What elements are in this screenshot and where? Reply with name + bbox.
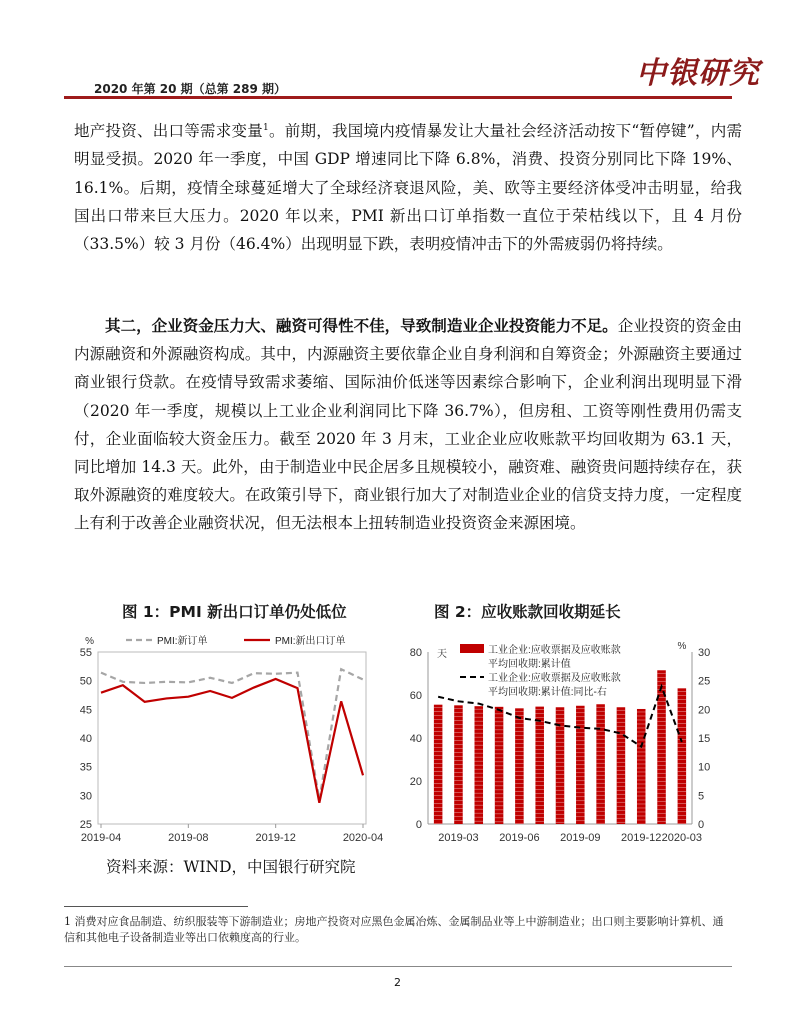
legend-swatch-bar [460, 644, 484, 653]
x-tick-label: 2019-12 [255, 832, 296, 844]
y-axis-unit: % [85, 636, 94, 647]
y-tick-label-right: 20 [698, 704, 711, 717]
y-tick-label-left: 60 [409, 690, 422, 702]
y-axis-unit-right: % [677, 641, 687, 652]
bar [535, 707, 544, 824]
x-tick-label: 2019-08 [168, 832, 209, 844]
x-tick-label: 2020-04 [342, 832, 384, 844]
chart-1-svg [64, 628, 384, 852]
header-divider [64, 96, 732, 99]
paragraph-1 [74, 114, 742, 258]
chart-2-svg [396, 628, 732, 852]
y-tick-label-left: 40 [409, 733, 422, 745]
p1-text: 地产投资、出口等需求变量 [74, 122, 264, 141]
x-tick-label: 2020-03 [661, 832, 703, 844]
legend-label: 工业企业:应收票据及应收账款 [488, 645, 621, 656]
legend-label: 平均回收期:累计值 [488, 659, 571, 670]
bar [515, 708, 524, 824]
y-tick-label: 30 [79, 790, 92, 803]
y-tick-label: 35 [79, 761, 92, 774]
y-tick-label: 45 [79, 704, 92, 717]
y-tick-label-left: 20 [409, 776, 422, 788]
y-tick-label: 25 [79, 819, 92, 831]
bar [678, 688, 687, 824]
y-axis-unit-left: 天 [437, 649, 447, 660]
p1-rest: 。前期，我国境内疫情暴发让大量社会经济活动按下“暂停键”，内需明显受损。2020 年一季度，中国 GDP 增速同比下降 6.8%，消费、投资分别同比下降 19%、16.1%。后期，疫情全球蔓延增大了全球经济衰退风险，美、欧等主要经济体受冲击明显，给我国出口带来巨大压力。2020 年以来，PMI 新出口订单指数一直位于荣枯线以下，且 4 月份（33.5%）较 3 月份（46.4%）出现明显下跌，表明疫情冲击下的外需疲弱仍将持续。 [74, 122, 742, 253]
footer-divider [64, 966, 732, 967]
figure-1-title: 图 1：PMI 新出口订单仍处低位 [122, 603, 347, 621]
y-tick-label-right: 15 [698, 733, 711, 745]
footnote-divider [64, 906, 248, 907]
source-note: 资料来源：WIND，中国银行研究院 [106, 858, 356, 876]
y-tick-label-right: 0 [698, 819, 705, 831]
legend-label: 平均回收期:累计值:同比-右 [488, 687, 607, 698]
figure-2-title: 图 2：应收账款回收期延长 [434, 603, 621, 621]
x-tick-label: 2019-09 [560, 832, 601, 844]
legend-label: 工业企业:应收票据及应收账款 [488, 673, 621, 684]
legend-label: PMI:新出口订单 [275, 636, 346, 647]
y-tick-label-left: 0 [415, 819, 422, 831]
page-number: 2 [394, 976, 401, 989]
series-line-2 [101, 679, 363, 803]
y-tick-label-right: 5 [698, 790, 705, 803]
bar [495, 707, 504, 824]
plot-frame [98, 652, 366, 824]
bar [637, 709, 646, 824]
logo: 中银研究 [636, 56, 760, 91]
bar [454, 705, 463, 824]
x-tick-label: 2019-04 [80, 832, 122, 844]
y-tick-label-right: 25 [698, 675, 711, 688]
issue-label: 2020 年第 20 期（总第 289 期） [94, 82, 287, 96]
footnote-ref[interactable]: 1 [263, 123, 269, 133]
p2-bold-lead: 其二，企业资金压力大、融资可得性不佳，导致制造业企业投资能力不足。 [105, 317, 618, 335]
x-tick-label: 2019-03 [438, 832, 479, 844]
bar [434, 705, 443, 824]
x-tick-label: 2019-06 [499, 832, 540, 844]
x-tick-label: 2019-12 [621, 832, 662, 844]
footnote: 1 消费对应食品制造、纺织服装等下游制造业；房地产投资对应黑色金属冶炼、金属制品业等上中游制造业；出口则主要影响计算机、通信和其他电子设备制造业等出口依赖度高的行业。 [64, 915, 724, 944]
y-tick-label: 55 [79, 647, 92, 659]
p2-text: 企业投资的资金由内源融资和外源融资构成。其中，内源融资主要依靠企业自身利润和自筹资金；外源融资主要通过商业银行贷款。在疫情导致需求萎缩、国际油价低迷等因素综合影响下，企业利润出现明显下滑（2020 年一季度，规模以上工业企业利润同比下降 36.7%），但房租、工资等刚性费用仍需支付，企业面临较大资金压力。截至 2020 年 3 月末，工业企业应收账款平均回收期为 63.1 天，同比增加 14.3 天。此外，由于制造业中民企居多且规模较小，融资难、融资贵问题持续存在，获取外源融资的难度较大。在政策引导下，商业银行加大了对制造业企业的信贷支持力度，一定程度上有利于改善企业融资状况，但无法根本上扭转制造业投资资金来源困境。 [74, 317, 742, 533]
legend-label: PMI:新订单 [157, 636, 208, 647]
y-tick-label-left: 80 [409, 647, 422, 659]
paragraph-2 [74, 312, 742, 538]
y-tick-label: 50 [79, 675, 92, 688]
bar [596, 704, 605, 824]
y-tick-label: 40 [79, 733, 92, 745]
y-tick-label-right: 30 [698, 647, 711, 659]
y-tick-label-right: 10 [698, 761, 711, 774]
